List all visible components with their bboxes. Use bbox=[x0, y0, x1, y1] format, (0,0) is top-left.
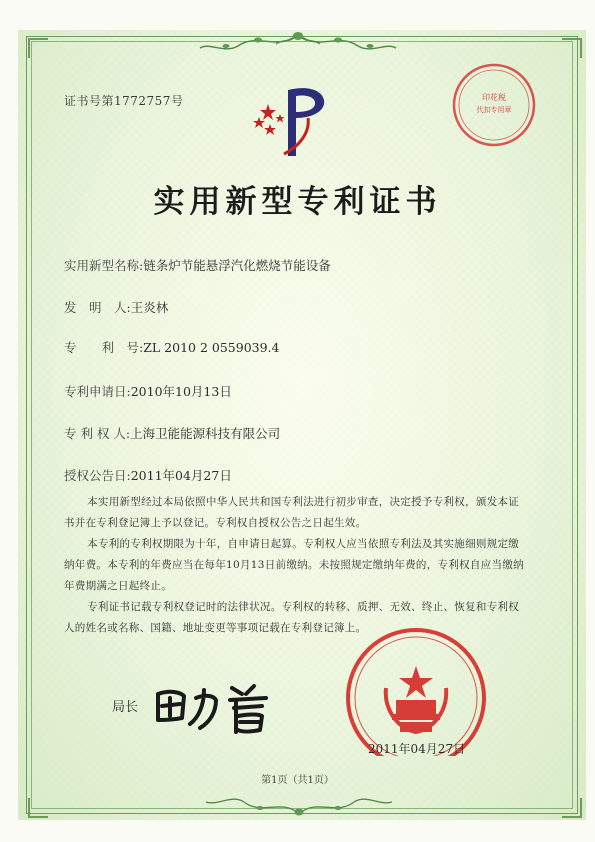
field-inventor bbox=[64, 298, 168, 316]
field-value: ZL 2010 2 0559039.4 bbox=[143, 340, 280, 355]
field-label: 授权公告日: bbox=[64, 468, 131, 483]
field-label: 专 利 号: bbox=[64, 340, 144, 355]
field-patent-number bbox=[64, 338, 280, 356]
field-label: 专 利 权 人: bbox=[64, 426, 131, 441]
director-signature bbox=[150, 676, 280, 736]
svg-text:代扣专用章: 代扣专用章 bbox=[476, 106, 512, 114]
signature-text: 田力普 bbox=[150, 676, 153, 677]
field-patentee bbox=[64, 424, 280, 442]
page-number: 第1页（共1页） bbox=[261, 775, 334, 786]
field-label: 专利申请日: bbox=[64, 384, 131, 399]
corner-ornament bbox=[28, 38, 48, 58]
corner-ornament bbox=[562, 38, 582, 58]
field-grant-date bbox=[64, 466, 232, 484]
top-floral-ornament bbox=[198, 30, 398, 60]
field-utility-name bbox=[64, 256, 331, 274]
issue-date: 2011年04月27日 bbox=[368, 742, 466, 756]
paragraph: 专利证书记载专利权登记时的法律状况。专利权的转移、质押、无效、终止、恢复和专利权人的姓名或名称、国籍、地址变更等事项记载在专利登记簿上。 bbox=[64, 601, 520, 634]
field-value: 王炎林 bbox=[130, 300, 169, 315]
field-value: 上海卫能能源科技有限公司 bbox=[130, 426, 281, 441]
certificate-title: 实用新型专利证书 bbox=[153, 184, 442, 220]
patent-office-logo-icon bbox=[244, 82, 334, 162]
field-value: 2011年04月27日 bbox=[130, 468, 232, 483]
field-application-date bbox=[64, 382, 232, 400]
paragraph: 本专利的专利权期限为十年，自申请日起算。专利权人应当依照专利法及其实施细则规定缴纳年费。本专利的年费应当在每年10月13日前缴纳。未按照规定缴纳年费的，专利权自应当缴纳年费期满之日起终止。 bbox=[64, 538, 524, 592]
certificate-number: 证书号第1772757号 bbox=[64, 94, 184, 108]
field-label: 发 明 人: bbox=[64, 300, 131, 315]
director-label: 局长 bbox=[112, 700, 139, 715]
corner-ornament bbox=[28, 798, 48, 818]
field-label: 实用新型名称: bbox=[64, 258, 144, 273]
official-seal bbox=[336, 628, 496, 756]
certificate-body bbox=[64, 492, 524, 639]
paragraph: 本实用新型经过本局依照中华人民共和国专利法进行初步审查，决定授予专利权，颁发本证书并在专利登记簿上予以登记。专利权自授权公告之日起生效。 bbox=[64, 496, 520, 529]
field-value: 链条炉节能悬浮汽化燃烧节能设备 bbox=[143, 258, 331, 273]
bottom-floral-ornament bbox=[204, 794, 394, 820]
field-value: 2010年10月13日 bbox=[130, 384, 232, 399]
svg-text:印花税: 印花税 bbox=[482, 93, 506, 102]
tax-stamp-seal bbox=[451, 62, 537, 148]
corner-ornament bbox=[562, 798, 582, 818]
